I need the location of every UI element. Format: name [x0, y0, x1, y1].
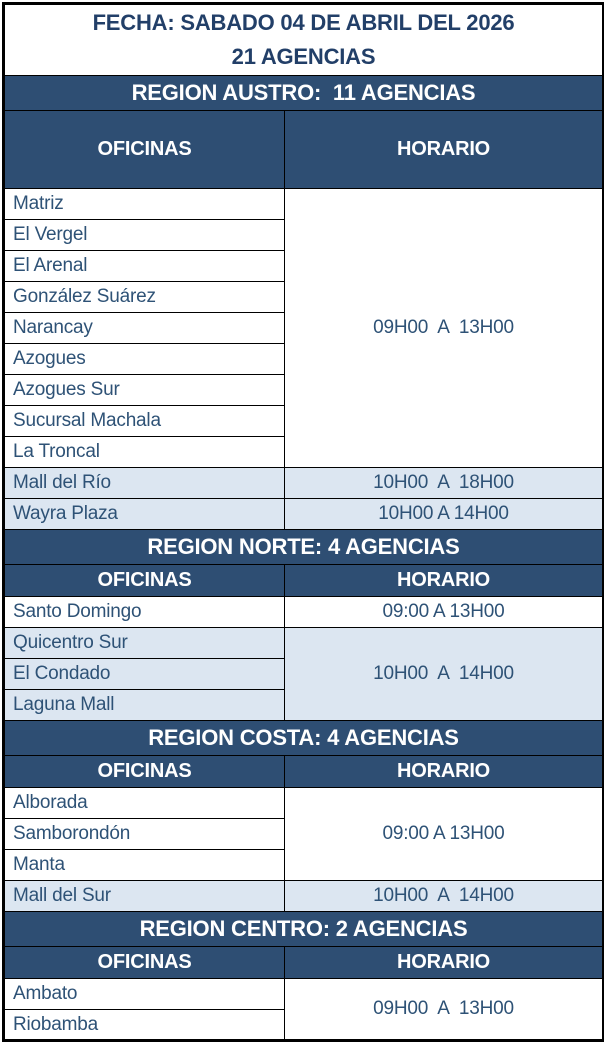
schedule-cell: 10H00 A 18H00 — [285, 468, 604, 499]
office-cell: Alborada — [4, 788, 285, 819]
office-cell: Sucursal Machala — [4, 406, 285, 437]
office-cell: Laguna Mall — [4, 690, 285, 721]
office-cell: La Troncal — [4, 437, 285, 468]
report-title — [4, 4, 604, 76]
title-agency-count-line: 21 AGENCIAS — [231, 44, 376, 69]
region-header-austro: REGION AUSTRO: 11 AGENCIAS — [4, 76, 604, 111]
office-cell: Mall del Sur — [4, 881, 285, 912]
schedule-cell: 10H00 A 14H00 — [285, 628, 604, 721]
column-header-horario: HORARIO — [285, 756, 604, 788]
office-cell: Manta — [4, 850, 285, 881]
office-cell: El Vergel — [4, 220, 285, 251]
column-header-horario: HORARIO — [285, 947, 604, 979]
column-header-oficinas: OFICINAS — [4, 111, 285, 189]
region-header-costa: REGION COSTA: 4 AGENCIAS — [4, 721, 604, 756]
column-header-horario: HORARIO — [285, 565, 604, 597]
office-cell: El Condado — [4, 659, 285, 690]
schedule-cell: 09H00 A 13H00 — [285, 979, 604, 1041]
office-cell: Quicentro Sur — [4, 628, 285, 659]
region-header-norte: REGION NORTE: 4 AGENCIAS — [4, 530, 604, 565]
office-cell: Riobamba — [4, 1010, 285, 1041]
schedule-table — [2, 2, 604, 1042]
office-cell: Matriz — [4, 189, 285, 220]
schedule-cell: 10H00 A 14H00 — [285, 881, 604, 912]
office-cell: Narancay — [4, 313, 285, 344]
office-cell: Azogues — [4, 344, 285, 375]
region-header-centro: REGION CENTRO: 2 AGENCIAS — [4, 912, 604, 947]
column-header-oficinas: OFICINAS — [4, 756, 285, 788]
column-header-oficinas: OFICINAS — [4, 565, 285, 597]
office-cell: Ambato — [4, 979, 285, 1010]
column-header-oficinas: OFICINAS — [4, 947, 285, 979]
office-cell: Samborondón — [4, 819, 285, 850]
office-cell: Santo Domingo — [4, 597, 285, 628]
title-date-line: FECHA: SABADO 04 DE ABRIL DEL 2026 — [92, 10, 515, 35]
office-cell: Mall del Río — [4, 468, 285, 499]
schedule-cell: 09:00 A 13H00 — [285, 597, 604, 628]
schedule-cell: 09H00 A 13H00 — [285, 189, 604, 468]
office-cell: Wayra Plaza — [4, 499, 285, 530]
office-cell: Azogues Sur — [4, 375, 285, 406]
office-cell: El Arenal — [4, 251, 285, 282]
schedule-cell: 09:00 A 13H00 — [285, 788, 604, 881]
schedule-cell: 10H00 A 14H00 — [285, 499, 604, 530]
column-header-horario: HORARIO — [285, 111, 604, 189]
office-cell: González Suárez — [4, 282, 285, 313]
